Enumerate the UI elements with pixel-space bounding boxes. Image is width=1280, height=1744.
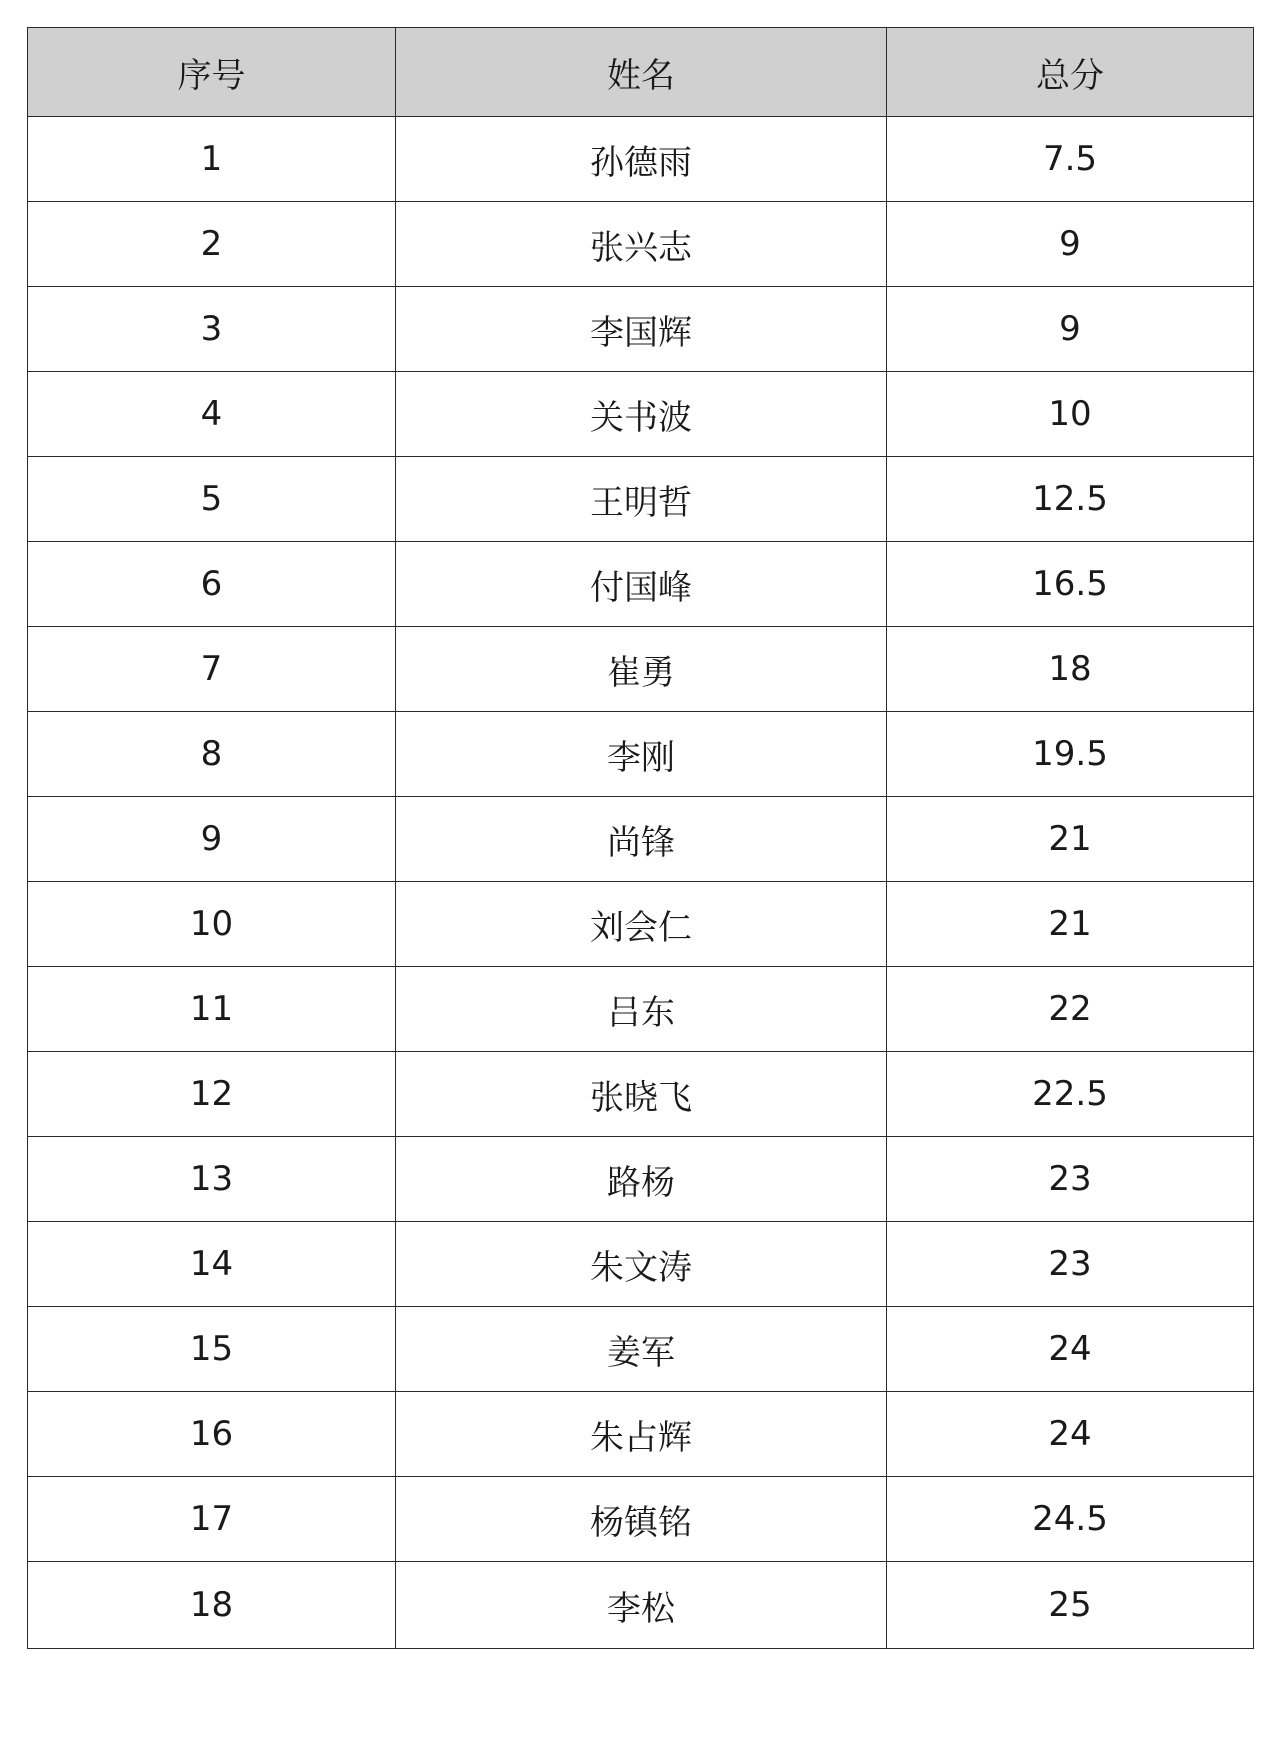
table-body xyxy=(28,117,1254,1649)
table-row xyxy=(28,372,1254,457)
header-row xyxy=(28,28,1254,117)
cell-serial-number: 5 xyxy=(28,457,396,542)
table-row xyxy=(28,202,1254,287)
cell-serial-number: 11 xyxy=(28,967,396,1052)
table-row xyxy=(28,542,1254,627)
cell-serial-number: 1 xyxy=(28,117,396,202)
table-row xyxy=(28,1562,1254,1649)
cell-serial-number: 7 xyxy=(28,627,396,712)
header-name: 姓名 xyxy=(396,28,887,117)
cell-name: 刘会仁 xyxy=(396,882,887,967)
cell-total-score: 21 xyxy=(887,882,1254,967)
cell-name: 崔勇 xyxy=(396,627,887,712)
table-row xyxy=(28,1477,1254,1562)
cell-name: 李松 xyxy=(396,1562,887,1649)
table-row xyxy=(28,1392,1254,1477)
cell-serial-number: 6 xyxy=(28,542,396,627)
cell-serial-number: 14 xyxy=(28,1222,396,1307)
cell-total-score: 23 xyxy=(887,1137,1254,1222)
cell-total-score: 9 xyxy=(887,287,1254,372)
table-row xyxy=(28,797,1254,882)
cell-name: 李刚 xyxy=(396,712,887,797)
cell-total-score: 12.5 xyxy=(887,457,1254,542)
table-row xyxy=(28,712,1254,797)
cell-total-score: 7.5 xyxy=(887,117,1254,202)
cell-total-score: 24 xyxy=(887,1392,1254,1477)
table-header xyxy=(28,28,1254,117)
cell-total-score: 25 xyxy=(887,1562,1254,1649)
table-row xyxy=(28,1307,1254,1392)
cell-name: 付国峰 xyxy=(396,542,887,627)
table-row xyxy=(28,627,1254,712)
cell-serial-number: 13 xyxy=(28,1137,396,1222)
table-row xyxy=(28,1052,1254,1137)
header-total-score: 总分 xyxy=(887,28,1254,117)
cell-name: 吕东 xyxy=(396,967,887,1052)
table-row xyxy=(28,117,1254,202)
cell-serial-number: 4 xyxy=(28,372,396,457)
cell-name: 尚锋 xyxy=(396,797,887,882)
cell-total-score: 9 xyxy=(887,202,1254,287)
cell-total-score: 23 xyxy=(887,1222,1254,1307)
cell-serial-number: 2 xyxy=(28,202,396,287)
cell-total-score: 16.5 xyxy=(887,542,1254,627)
cell-name: 关书波 xyxy=(396,372,887,457)
cell-serial-number: 16 xyxy=(28,1392,396,1477)
cell-total-score: 24 xyxy=(887,1307,1254,1392)
table-row xyxy=(28,287,1254,372)
cell-serial-number: 9 xyxy=(28,797,396,882)
cell-name: 朱占辉 xyxy=(396,1392,887,1477)
cell-serial-number: 17 xyxy=(28,1477,396,1562)
cell-name: 王明哲 xyxy=(396,457,887,542)
score-table xyxy=(27,27,1254,1649)
cell-total-score: 10 xyxy=(887,372,1254,457)
cell-total-score: 22 xyxy=(887,967,1254,1052)
cell-total-score: 18 xyxy=(887,627,1254,712)
cell-name: 张晓飞 xyxy=(396,1052,887,1137)
table-row xyxy=(28,457,1254,542)
cell-serial-number: 10 xyxy=(28,882,396,967)
table-row xyxy=(28,882,1254,967)
cell-total-score: 21 xyxy=(887,797,1254,882)
cell-total-score: 24.5 xyxy=(887,1477,1254,1562)
cell-serial-number: 15 xyxy=(28,1307,396,1392)
table-row xyxy=(28,1137,1254,1222)
cell-total-score: 19.5 xyxy=(887,712,1254,797)
cell-name: 朱文涛 xyxy=(396,1222,887,1307)
cell-name: 张兴志 xyxy=(396,202,887,287)
cell-name: 孙德雨 xyxy=(396,117,887,202)
cell-name: 李国辉 xyxy=(396,287,887,372)
cell-name: 姜军 xyxy=(396,1307,887,1392)
cell-name: 杨镇铭 xyxy=(396,1477,887,1562)
cell-name: 路杨 xyxy=(396,1137,887,1222)
cell-serial-number: 3 xyxy=(28,287,396,372)
cell-serial-number: 18 xyxy=(28,1562,396,1649)
cell-total-score: 22.5 xyxy=(887,1052,1254,1137)
table-row xyxy=(28,967,1254,1052)
cell-serial-number: 12 xyxy=(28,1052,396,1137)
header-serial-number: 序号 xyxy=(28,28,396,117)
table-row xyxy=(28,1222,1254,1307)
cell-serial-number: 8 xyxy=(28,712,396,797)
